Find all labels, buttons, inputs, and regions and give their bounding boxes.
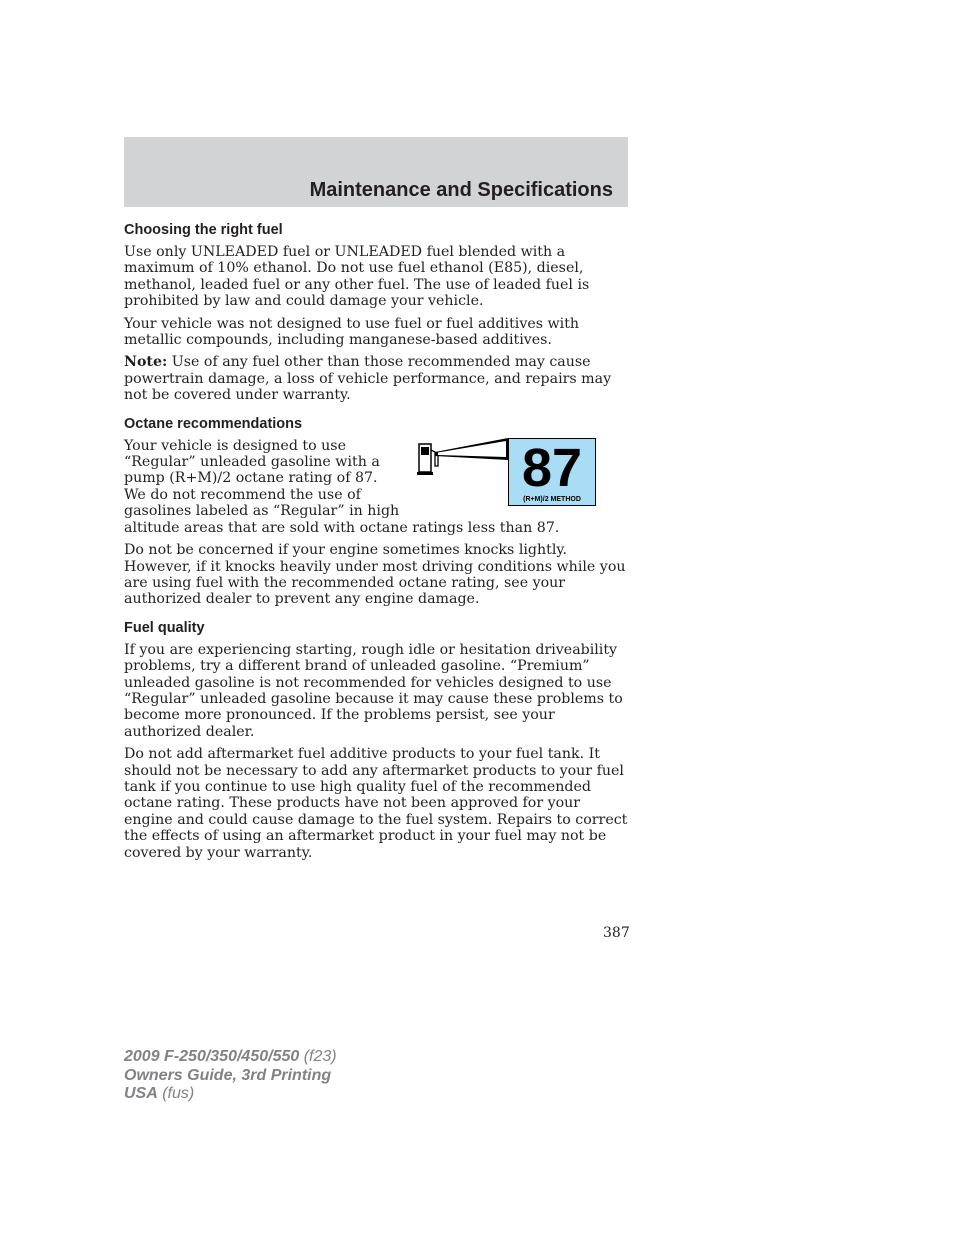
- paragraph: Use only UNLEADED fuel or UNLEADED fuel blended with a maximum of 10% ethanol. Do not use fuel ethanol (E85), diesel, methanol, leaded fuel or any other fuel. The use of leaded fuel is prohibited by law and could damage your vehicle.: [124, 244, 590, 310]
- note-paragraph: [124, 354, 630, 403]
- page-title: Maintenance and Specifications: [309, 179, 613, 201]
- footer-model-line: [124, 1048, 337, 1067]
- footer-market-code: (fus): [157, 1085, 195, 1102]
- section-choosing-fuel: [124, 221, 630, 404]
- octane-block: [124, 438, 630, 536]
- footer-market-line: [124, 1085, 337, 1104]
- octane-method-label: (R+M)/2 METHOD: [523, 495, 581, 503]
- page-number: 387: [603, 925, 630, 941]
- section-octane: [124, 415, 630, 608]
- paragraph: Your vehicle is designed to use “Regular” unleaded gasoline with a pump (R+M)/2 octane rating of 87. We do not recommend the use of gasolines labeled as “Regular” in high altitude areas that are sold with octane ratings less than 87.: [124, 437, 560, 536]
- fuel-pump-icon: [412, 438, 512, 508]
- paragraph: If you are experiencing starting, rough idle or hesitation driveability problems, try a different brand of unleaded gasoline. “Premium” unleaded gasoline is not recommended for vehicles designed to use “Regular” unleaded gasoline because it may cause these problems to become more pronounced. If the problems persist, see your authorized dealer.: [124, 641, 623, 740]
- footer-model: 2009 F-250/350/450/550: [124, 1048, 300, 1065]
- footer-market: USA: [124, 1085, 158, 1102]
- octane-number: 87: [521, 437, 583, 498]
- paragraph: Do not be concerned if your engine sometimes knocks lightly. However, if it knocks heavily under most driving conditions while you are using fuel with the recommended octane rating, see your authorized dealer to prevent any engine damage.: [124, 542, 626, 608]
- footer: [124, 1048, 337, 1104]
- note-text: Use of any fuel other than those recommended may cause powertrain damage, a loss of vehicle performance, and repairs may not be covered under warranty.: [124, 354, 612, 404]
- footer-guide: Owners Guide, 3rd Printing: [124, 1066, 332, 1084]
- section-heading: Choosing the right fuel: [124, 222, 283, 238]
- section-heading: Fuel quality: [124, 619, 205, 636]
- header-band: [124, 137, 628, 207]
- section-fuel-quality: [124, 619, 630, 861]
- octane-figure: [412, 438, 602, 512]
- footer-model-code: (f23): [299, 1048, 337, 1065]
- main-content: [124, 221, 630, 872]
- paragraph: Your vehicle was not designed to use fuel or fuel additives with metallic compounds, including manganese-based additives.: [124, 315, 580, 349]
- paragraph: Do not add aftermarket fuel additive products to your fuel tank. It should not be necessary to add any aftermarket products to your fuel tank if you continue to use high quality fuel of the recommended octane rating. These products have not been approved for your engine and could cause damage to the fuel system. Repairs to correct the effects of using an aftermarket product in your fuel may not be covered by your warranty.: [124, 746, 628, 861]
- note-label: Note:: [124, 354, 168, 371]
- octane-label-box: [508, 438, 596, 506]
- section-heading: Octane recommendations: [124, 415, 303, 432]
